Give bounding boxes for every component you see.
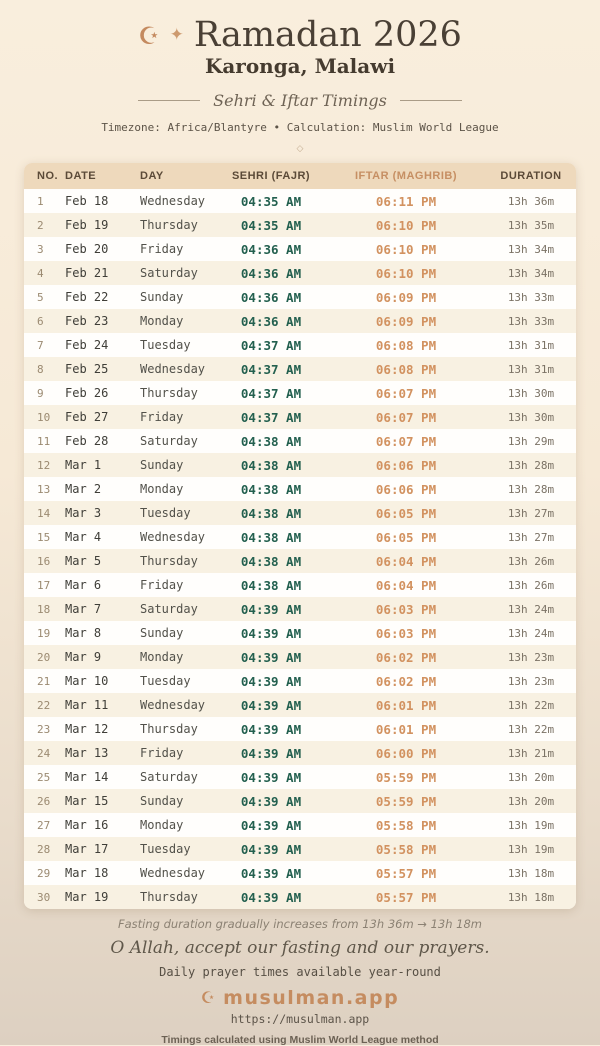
day-cell: Friday [140,242,184,256]
table-row [24,261,576,285]
date-cell: Feb 20 [65,242,109,256]
duration-cell: 13h 29m [507,434,555,448]
day-cell: Sunday [140,458,184,472]
date-cell: Mar 14 [65,770,109,784]
table-row [24,237,576,261]
sehri-time-cell: 04:38 AM [240,505,302,521]
date-cell: Mar 9 [65,650,102,664]
date-cell: Mar 19 [65,890,109,904]
row-number: 3 [37,242,44,256]
day-cell: Monday [140,650,184,664]
duration-cell: 13h 35m [507,218,555,232]
sehri-time-cell: 04:39 AM [240,889,302,905]
table-row [24,381,576,405]
day-cell: Tuesday [140,506,191,520]
date-cell: Mar 3 [65,506,102,520]
sehri-time-cell: 04:39 AM [240,601,302,617]
table-body [24,189,576,909]
row-number: 16 [37,554,51,568]
row-number: 18 [37,602,51,616]
row-number: 9 [37,386,44,400]
date-cell: Feb 23 [65,314,109,328]
row-number: 4 [37,266,44,280]
column-header-sehri: SEHRI (FAJR) [231,170,311,182]
iftar-time-cell: 06:04 PM [375,577,437,593]
duration-cell: 13h 18m [507,866,555,880]
day-cell: Friday [140,746,184,760]
date-cell: Feb 22 [65,290,109,304]
table-row [24,693,576,717]
sehri-time-cell: 04:39 AM [240,745,302,761]
duration-cell: 13h 26m [507,578,555,592]
iftar-time-cell: 06:05 PM [375,529,437,545]
sehri-time-cell: 04:38 AM [240,577,302,593]
duration-cell: 13h 20m [507,794,555,808]
table-row [24,357,576,381]
crescent-icon: ☪ [200,988,216,1007]
iftar-time-cell: 05:59 PM [375,793,437,809]
diamond-ornament-icon: ◇ [296,144,304,154]
duration-cell: 13h 24m [507,602,555,616]
column-header-no: NO. [37,170,59,182]
table-row [24,597,576,621]
row-number: 30 [37,890,51,904]
row-number: 15 [37,530,51,544]
iftar-time-cell: 06:03 PM [375,601,437,617]
table-row [24,189,576,213]
date-cell: Mar 4 [65,530,102,544]
duration-cell: 13h 30m [507,410,555,424]
date-cell: Feb 25 [65,362,109,376]
table-row [24,837,576,861]
divider-line [400,100,462,101]
duration-cell: 13h 31m [507,362,555,376]
table-row [24,213,576,237]
row-number: 12 [37,458,51,472]
timings-table [24,163,576,909]
brand-url: https://musulman.app [230,1012,370,1026]
iftar-time-cell: 05:58 PM [375,817,437,833]
divider-line [138,100,200,101]
table-row [24,333,576,357]
sehri-time-cell: 04:39 AM [240,697,302,713]
date-cell: Mar 15 [65,794,109,808]
calculation-method-note: Timings calculated using Muslim World League method [161,1034,439,1046]
table-row [24,573,576,597]
sehri-time-cell: 04:39 AM [240,865,302,881]
timezone-calculation-note: Timezone: Africa/Blantyre • Calculation: Muslim World League [101,121,499,134]
section-subtitle [0,91,600,110]
row-number: 14 [37,506,51,520]
iftar-time-cell: 06:09 PM [375,289,437,305]
row-number: 28 [37,842,51,856]
day-cell: Friday [140,578,184,592]
iftar-time-cell: 06:05 PM [375,505,437,521]
day-cell: Tuesday [140,674,191,688]
day-cell: Tuesday [140,338,191,352]
date-cell: Feb 24 [65,338,109,352]
date-cell: Mar 6 [65,578,102,592]
column-header-day: DAY [140,170,164,182]
day-cell: Wednesday [140,362,206,376]
sehri-time-cell: 04:39 AM [240,673,302,689]
sehri-time-cell: 04:39 AM [240,721,302,737]
sehri-time-cell: 04:38 AM [240,529,302,545]
day-cell: Monday [140,482,184,496]
duration-cell: 13h 24m [507,626,555,640]
day-cell: Wednesday [140,698,206,712]
duration-cell: 13h 27m [507,506,555,520]
day-cell: Thursday [140,386,198,400]
date-cell: Mar 16 [65,818,109,832]
table-row [24,309,576,333]
date-cell: Mar 10 [65,674,109,688]
date-cell: Feb 18 [65,194,109,208]
day-cell: Sunday [140,290,184,304]
duration-cell: 13h 27m [507,530,555,544]
table-row [24,885,576,909]
row-number: 2 [37,218,44,232]
row-number: 29 [37,866,51,880]
table-row [24,813,576,837]
day-cell: Saturday [140,770,198,784]
duration-cell: 13h 19m [507,842,555,856]
table-row [24,717,576,741]
sehri-time-cell: 04:38 AM [240,457,302,473]
row-number: 11 [37,434,51,448]
page-footer [0,917,600,1046]
date-cell: Feb 21 [65,266,109,280]
duration-cell: 13h 21m [507,746,555,760]
table-header-row [24,163,576,189]
table-row [24,621,576,645]
iftar-time-cell: 06:00 PM [375,745,437,761]
day-cell: Tuesday [140,842,191,856]
star-and-crescent-icon: ☪ [138,21,160,50]
iftar-time-cell: 06:02 PM [375,649,437,665]
sehri-time-cell: 04:35 AM [240,217,302,233]
iftar-time-cell: 06:06 PM [375,457,437,473]
iftar-time-cell: 06:09 PM [375,313,437,329]
sehri-time-cell: 04:37 AM [240,385,302,401]
row-number: 22 [37,698,51,712]
date-cell: Feb 28 [65,434,109,448]
brand-name: musulman.app [223,987,400,1009]
duration-cell: 13h 33m [507,290,555,304]
sehri-time-cell: 04:36 AM [240,241,302,257]
date-cell: Mar 11 [65,698,109,712]
day-cell: Thursday [140,218,198,232]
iftar-time-cell: 06:02 PM [375,673,437,689]
row-number: 20 [37,650,51,664]
row-number: 10 [37,410,51,424]
sehri-time-cell: 04:38 AM [240,433,302,449]
day-cell: Wednesday [140,866,206,880]
day-cell: Thursday [140,554,198,568]
duration-cell: 13h 31m [507,338,555,352]
table-row [24,789,576,813]
sehri-time-cell: 04:38 AM [240,553,302,569]
day-cell: Wednesday [140,530,206,544]
duration-trend-note: Fasting duration gradually increases from 13h 36m → 13h 18m [117,917,483,931]
iftar-time-cell: 06:01 PM [375,697,437,713]
row-number: 7 [37,338,44,352]
table-row [24,501,576,525]
row-number: 5 [37,290,44,304]
table-row [24,765,576,789]
duration-cell: 13h 28m [507,458,555,472]
duration-cell: 13h 19m [507,818,555,832]
iftar-time-cell: 06:07 PM [375,433,437,449]
day-cell: Thursday [140,890,198,904]
sehri-time-cell: 04:36 AM [240,289,302,305]
column-header-date: DATE [65,170,97,182]
iftar-time-cell: 06:04 PM [375,553,437,569]
table-row [24,645,576,669]
sehri-time-cell: 04:39 AM [240,769,302,785]
sparkle-icon: ✦ [169,25,184,45]
table-row [24,477,576,501]
date-cell: Mar 13 [65,746,109,760]
iftar-time-cell: 05:59 PM [375,769,437,785]
date-cell: Mar 18 [65,866,109,880]
table-row [24,741,576,765]
column-header-duration: DURATION [500,170,562,182]
duration-cell: 13h 34m [507,242,555,256]
table-row [24,861,576,885]
sehri-time-cell: 04:39 AM [240,793,302,809]
sehri-time-cell: 04:37 AM [240,409,302,425]
date-cell: Mar 17 [65,842,109,856]
dua-text: O Allah, accept our fasting and our prayers. [110,938,490,958]
date-cell: Mar 7 [65,602,102,616]
row-number: 19 [37,626,51,640]
duration-cell: 13h 28m [507,482,555,496]
day-cell: Saturday [140,602,198,616]
sehri-time-cell: 04:37 AM [240,337,302,353]
date-cell: Mar 1 [65,458,102,472]
iftar-time-cell: 06:01 PM [375,721,437,737]
iftar-time-cell: 06:07 PM [375,409,437,425]
sehri-time-cell: 04:39 AM [240,649,302,665]
date-cell: Feb 26 [65,386,109,400]
day-cell: Sunday [140,794,184,808]
duration-cell: 13h 36m [507,194,555,208]
duration-cell: 13h 23m [507,674,555,688]
availability-note: Daily prayer times available year-round [159,965,441,979]
duration-cell: 13h 20m [507,770,555,784]
sehri-time-cell: 04:37 AM [240,361,302,377]
sehri-time-cell: 04:35 AM [240,193,302,209]
page-title: Ramadan 2026 [193,15,462,55]
table-row [24,669,576,693]
row-number: 25 [37,770,51,784]
subtitle-text: Sehri & Iftar Timings [213,91,387,110]
duration-cell: 13h 34m [507,266,555,280]
date-cell: Feb 19 [65,218,109,232]
row-number: 17 [37,578,51,592]
iftar-time-cell: 06:10 PM [375,241,437,257]
date-cell: Feb 27 [65,410,109,424]
day-cell: Saturday [140,434,198,448]
row-number: 24 [37,746,51,760]
row-number: 27 [37,818,51,832]
date-cell: Mar 2 [65,482,102,496]
duration-cell: 13h 22m [507,698,555,712]
day-cell: Wednesday [140,194,206,208]
row-number: 26 [37,794,51,808]
brand-link[interactable] [0,987,600,1009]
duration-cell: 13h 18m [507,890,555,904]
sehri-time-cell: 04:39 AM [240,841,302,857]
duration-cell: 13h 26m [507,554,555,568]
iftar-time-cell: 05:57 PM [375,889,437,905]
iftar-time-cell: 05:58 PM [375,841,437,857]
iftar-time-cell: 06:07 PM [375,385,437,401]
iftar-time-cell: 06:08 PM [375,361,437,377]
row-number: 8 [37,362,44,376]
table-row [24,549,576,573]
iftar-time-cell: 06:06 PM [375,481,437,497]
sehri-time-cell: 04:39 AM [240,625,302,641]
iftar-time-cell: 05:57 PM [375,865,437,881]
sehri-time-cell: 04:36 AM [240,265,302,281]
row-number: 6 [37,314,44,328]
row-number: 13 [37,482,51,496]
row-number: 1 [37,194,44,208]
day-cell: Monday [140,314,184,328]
day-cell: Thursday [140,722,198,736]
day-cell: Monday [140,818,184,832]
row-number: 23 [37,722,51,736]
duration-cell: 13h 30m [507,386,555,400]
iftar-time-cell: 06:03 PM [375,625,437,641]
duration-cell: 13h 33m [507,314,555,328]
iftar-time-cell: 06:08 PM [375,337,437,353]
day-cell: Sunday [140,626,184,640]
day-cell: Friday [140,410,184,424]
table-row [24,429,576,453]
iftar-time-cell: 06:10 PM [375,265,437,281]
duration-cell: 13h 23m [507,650,555,664]
column-header-iftar: IFTAR (MAGHRIB) [355,170,457,182]
sehri-time-cell: 04:36 AM [240,313,302,329]
date-cell: Mar 8 [65,626,102,640]
row-number: 21 [37,674,51,688]
date-cell: Mar 12 [65,722,109,736]
sehri-time-cell: 04:39 AM [240,817,302,833]
page-header [0,0,600,154]
location-subtitle: Karonga, Malawi [204,54,396,78]
table-row [24,285,576,309]
duration-cell: 13h 22m [507,722,555,736]
iftar-time-cell: 06:10 PM [375,217,437,233]
table-row [24,453,576,477]
day-cell: Saturday [140,266,198,280]
sehri-time-cell: 04:38 AM [240,481,302,497]
date-cell: Mar 5 [65,554,102,568]
iftar-time-cell: 06:11 PM [375,193,437,209]
table-row [24,405,576,429]
table-row [24,525,576,549]
